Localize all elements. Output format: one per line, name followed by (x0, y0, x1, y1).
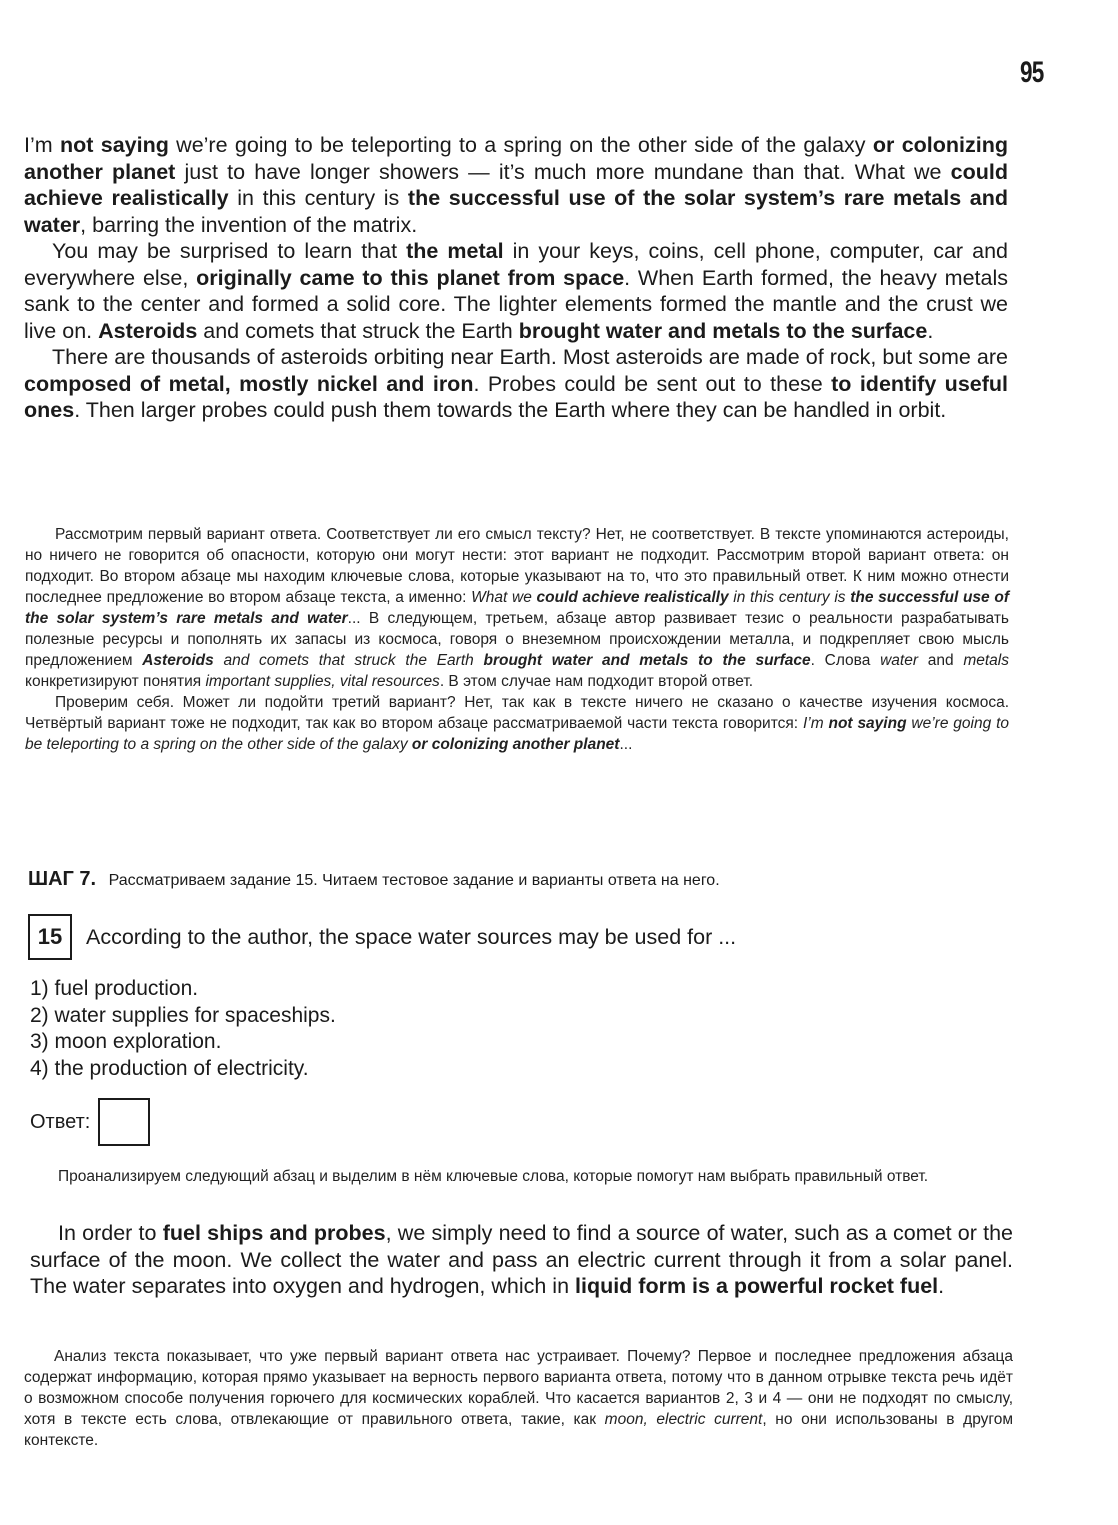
page-number: 95 (1020, 56, 1044, 89)
emphasized-text: moon, electric current (604, 1411, 763, 1428)
answer-row (30, 1098, 150, 1146)
text-run: I’m (24, 133, 60, 157)
text-run: . Probes could be sent out to these (473, 371, 832, 396)
text-run: and comets that struck the Earth (197, 318, 519, 343)
emphasized-text: important supplies, vital resources (205, 673, 440, 690)
passage-paragraph-1 (24, 132, 1008, 238)
analysis-paragraph-1 (25, 524, 1009, 692)
emphasized-text: could achieve realistically (536, 589, 729, 606)
answer-options (30, 976, 336, 1082)
text-run: in your keys, coins, cell phone, computer, car and everywhere else, (24, 239, 1008, 290)
emphasized-text: could achieve realistically (24, 159, 1008, 210)
emphasized-text: and comets that struck the Earth (213, 652, 484, 669)
text-run: we’re going to be teleporting to a spring on the other side of the galaxy (168, 133, 873, 157)
text-run: Проверим себя. Может ли подойти третий вариант? Нет, так как в тексте ничего не сказано о качестве изучения космоса. Четвёртый вариант тоже не подходит, так как во втором абзаце рассматриваемой части текста говорится: (25, 694, 1009, 732)
emphasized-text: liquid form is a powerful rocket fuel (575, 1274, 939, 1298)
emphasized-text: brought water and metals to the surface (483, 652, 811, 669)
question-15 (28, 914, 1008, 960)
emphasized-text: or colonizing another planet (411, 736, 620, 753)
emphasized-text: originally came to this planet from space (196, 265, 625, 290)
option-4: 4) the production of electricity. (30, 1056, 309, 1080)
emphasized-text: water (880, 652, 919, 669)
text-run: . (938, 1274, 945, 1298)
emphasized-text: the successful use of the solar system’s rare metals and water (24, 186, 1008, 237)
text-run: , barring the invention of the matrix. (80, 212, 418, 237)
step-label: ШАГ 7. (28, 868, 97, 890)
instruction-text: Проанализируем следующий абзац и выделим в нём ключевые слова, которые помогут нам выбрать правильный ответ. (58, 1168, 929, 1185)
emphasized-text: metals (963, 652, 1009, 669)
reading-passage-2 (30, 1220, 1013, 1300)
emphasized-text: What we (471, 589, 537, 606)
reading-passage-1 (24, 132, 1008, 424)
text-run: , we simply need to find a source of water, such as a comet or the surface of the moon. We collect the water and pass an electric current through it from a solar panel. The water separates into oxygen and hydrogen, which in (30, 1221, 1013, 1298)
emphasized-text: we’re going to be teleporting to a spring on the other side of the galaxy (25, 715, 1010, 753)
analysis-block-1 (25, 524, 1009, 755)
passage-paragraph-3 (24, 344, 1008, 424)
text-run: . When Earth formed, the heavy metals sank to the center and formed a solid core. The lighter elements formed the mantle and the crust we live on. (24, 265, 1008, 343)
text-run: конкретизируют понятия (25, 673, 206, 690)
text-run: There are thousands of asteroids orbiting near Earth. Most asteroids are made of rock, but some are (52, 345, 1008, 369)
text-run: just to have longer showers — it’s much more mundane than that. What we (175, 159, 951, 184)
emphasized-text: fuel ships and probes (162, 1221, 386, 1245)
emphasized-text: not saying (828, 715, 907, 732)
option-3: 3) moon exploration. (30, 1030, 222, 1053)
passage-paragraph-2 (24, 238, 1008, 344)
emphasized-text: in this century is (728, 589, 851, 606)
emphasized-text: the successful use of the solar system’s rare metals and water (25, 589, 1009, 627)
emphasized-text: composed of metal, mostly nickel and iron (24, 371, 474, 396)
emphasized-text: I’m (802, 715, 829, 732)
option-1: 1) fuel production. (30, 977, 199, 1000)
question-text: According to the author, the space water sources may be used for ... (86, 924, 737, 949)
text-run: ... (619, 736, 633, 753)
text-run: in this century is (228, 186, 408, 210)
passage-2-paragraph (30, 1220, 1013, 1300)
emphasized-text: not saying (59, 133, 169, 157)
text-run: ... В следующем, третьем, абзаце автор развивает тезис о реальности разрабатывать полезные ресурсы и пополнять их запасы из космоса, говоря о внеземном происхождении металла, и подкрепляет свою мысль предложением (25, 610, 1009, 669)
emphasized-text: Asteroids (98, 318, 198, 343)
text-run: You may be surprised to learn that (52, 239, 407, 263)
text-run: Рассмотрим первый вариант ответа. Соответствует ли его смысл тексту? Нет, не соответствует. В тексте упоминаются астероиды, но ничего не говорится об опасности, которую они могут нести: этот вариант не подходит. Рассмотрим второй вариант ответа: он подходит. Во втором абзаце мы находим ключевые слова, которые указывают на то, что это правильный ответ. К ним можно отнести последнее предложение во втором абзаце текста, а именно: (25, 526, 1009, 606)
text-run: In order to (58, 1221, 163, 1245)
emphasized-text: the metal (406, 239, 504, 263)
answer-label: Ответ: (30, 1110, 91, 1133)
text-run: . Then larger probes could push them towards the Earth where they can be handled in orbit. (74, 398, 947, 422)
text-run: Анализ текста показывает, что уже первый вариант ответа нас устраивает. Почему? Первое и последнее предложения абзаца содержат информацию, которая прямо указывает на верность первого варианта ответа, потому что в данном отрывке текста речь идёт о возможном способе получения горючего для космических кораблей. Что касается вариантов 2, 3 и 4 — они не подходят по смыслу, хотя в тексте есть слова, отвлекающие от правильного ответа, такие, как (24, 1348, 1013, 1428)
emphasized-text: brought water and metals to the surface (518, 318, 928, 343)
text-run: . (927, 318, 934, 343)
option-2: 2) water supplies for spaceships. (30, 1003, 336, 1027)
instruction-block (58, 1166, 1013, 1187)
analysis-2-paragraph (24, 1346, 1013, 1451)
emphasized-text: to identify useful ones (24, 371, 1008, 422)
analysis-block-2 (24, 1346, 1013, 1451)
text-run: . Слова (810, 652, 881, 669)
emphasized-text: or colonizing another planet (24, 133, 1008, 184)
question-number-box: 15 (28, 914, 72, 960)
text-run: and (918, 652, 964, 669)
text-run: , но они использованы в другом контексте. (24, 1411, 1013, 1449)
text-run: . В этом случае нам подходит второй ответ. (439, 673, 754, 690)
emphasized-text: Asteroids (142, 652, 214, 669)
analysis-paragraph-2 (25, 692, 1009, 755)
step-text: Рассматриваем задание 15. Читаем тестовое задание и варианты ответа на него. (108, 872, 720, 889)
step-heading (28, 868, 1008, 891)
answer-box[interactable] (98, 1098, 150, 1146)
